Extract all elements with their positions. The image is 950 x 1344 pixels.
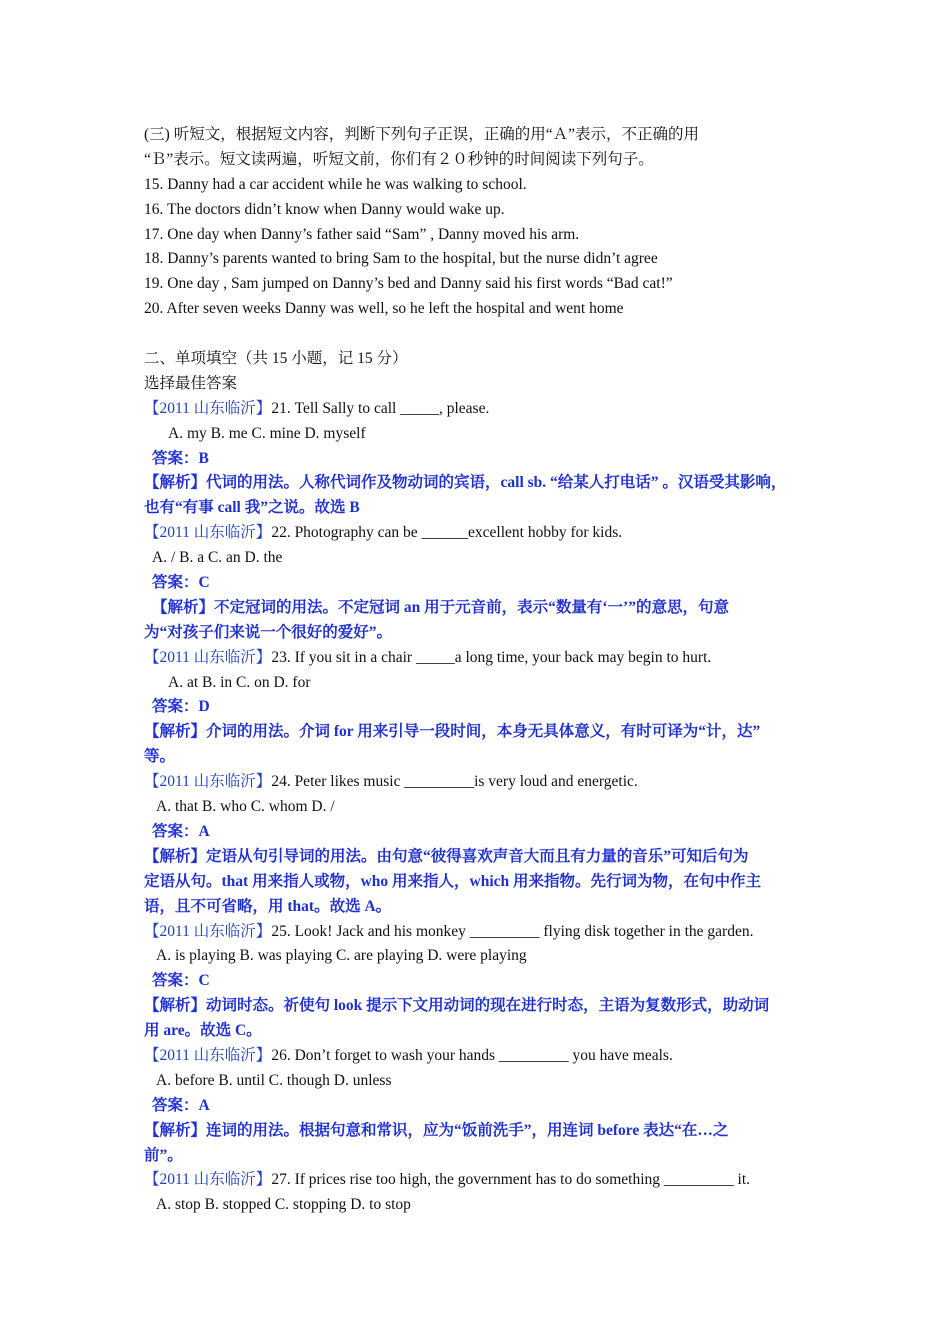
question-stem: 24. Peter likes music _________is very loud and energetic. xyxy=(271,773,638,791)
analysis-line: 等。 xyxy=(144,748,176,766)
section2-heading: 二、单项填空（共 15 小题，记 15 分） xyxy=(144,350,408,368)
question-26 xyxy=(144,1044,824,1069)
source-tag: 【2011 山东临沂】 xyxy=(144,524,272,542)
analysis-line: 也有“有事 call 我”之说。故选 B xyxy=(144,499,360,517)
analysis-line: 前”。 xyxy=(144,1146,183,1164)
question-options: A. is playing B. was playing C. are playing D. were playing xyxy=(156,947,527,965)
source-tag: 【2011 山东临沂】 xyxy=(144,648,272,666)
listening-item: 18. Danny’s parents wanted to bring Sam to the hospital, but the nurse didn’t agree xyxy=(144,250,658,268)
question-options: A. / B. a C. an D. the xyxy=(152,549,283,567)
source-tag: 【2011 山东临沂】 xyxy=(144,399,272,417)
analysis-line: 为“对孩子们来说一个很好的爱好”。 xyxy=(144,623,393,641)
answer: 答案：A xyxy=(152,1096,210,1114)
analysis-line: 【解析】代词的用法。人称代词作及物动词的宾语，call sb. “给某人打电话” 。汉语受其影响， xyxy=(144,474,787,492)
analysis-line: 【解析】不定冠词的用法。不定冠词 an 用于元音前，表示“数量有‘一’”的意思，句意 xyxy=(152,598,729,616)
document-page xyxy=(144,123,824,1218)
listening-item: 16. The doctors didn’t know when Danny would wake up. xyxy=(144,200,505,218)
question-24 xyxy=(144,770,824,795)
source-tag: 【2011 山东临沂】 xyxy=(144,922,272,940)
question-stem: 23. If you sit in a chair _____a long time, your back may begin to hurt. xyxy=(271,648,712,666)
question-23 xyxy=(144,646,824,671)
spacer xyxy=(144,322,824,347)
question-stem: 27. If prices rise too high, the government has to do something _________ it. xyxy=(271,1171,751,1189)
analysis-line: 【解析】动词时态。祈使句 look 提示下文用动词的现在进行时态，主语为复数形式，助动词 xyxy=(144,997,770,1015)
question-25 xyxy=(144,920,824,945)
question-options: A. that B. who C. whom D. / xyxy=(156,798,335,816)
analysis-line: 用 are。故选 C。 xyxy=(144,1022,262,1040)
answer: 答案：C xyxy=(152,972,210,990)
answer: 答案：B xyxy=(152,449,209,467)
answer: 答案：C xyxy=(152,574,210,592)
question-stem: 26. Don’t forget to wash your hands _________ you have meals. xyxy=(271,1046,673,1064)
analysis-line: 定语从句。that 用来指人或物，who 用来指人，which 用来指物。先行词为物，在句中作主 xyxy=(144,872,762,890)
analysis-line: 【解析】定语从句引导词的用法。由句意“彼得喜欢声音大而且有力量的音乐”可知后句为 xyxy=(144,847,749,865)
section2-instruction: 选择最佳答案 xyxy=(144,374,238,392)
source-tag: 【2011 山东临沂】 xyxy=(144,773,272,791)
listening-item: 17. One day when Danny’s father said “Sam” , Danny moved his arm. xyxy=(144,225,580,243)
listening-item: 15. Danny had a car accident while he was walking to school. xyxy=(144,175,527,193)
analysis-line: 语，且不可省略，用 that。故选 A。 xyxy=(144,897,392,915)
answer: 答案：A xyxy=(152,822,210,840)
listening-item: 20. After seven weeks Danny was well, so he left the hospital and went home xyxy=(144,300,624,318)
question-options: A. before B. until C. though D. unless xyxy=(156,1071,392,1089)
source-tag: 【2011 山东临沂】 xyxy=(144,1171,272,1189)
question-options: A. my B. me C. mine D. myself xyxy=(168,424,366,442)
section3-intro-line1: (三) 听短文，根据短文内容，判断下列句子正误，正确的用“Ａ”表示，不正确的用 xyxy=(144,126,699,143)
question-stem: 25. Look! Jack and his monkey _________ flying disk together in the garden. xyxy=(271,922,754,940)
question-stem: 21. Tell Sally to call _____, please. xyxy=(271,399,490,417)
question-22 xyxy=(144,521,824,546)
question-options: A. stop B. stopped C. stopping D. to stop xyxy=(156,1196,411,1214)
source-tag: 【2011 山东临沂】 xyxy=(144,1046,272,1064)
question-21 xyxy=(144,397,824,422)
analysis-line: 【解析】连词的用法。根据句意和常识，应为“饭前洗手”，用连词 before 表达“在…之 xyxy=(144,1121,729,1139)
section3-intro-line2: “Ｂ”表示。短文读两遍，听短文前，你们有２０秒钟的时间阅读下列句子。 xyxy=(144,150,654,168)
question-options: A. at B. in C. on D. for xyxy=(168,673,311,691)
answer: 答案：D xyxy=(152,698,210,716)
question-stem: 22. Photography can be ______excellent hobby for kids. xyxy=(271,524,623,542)
question-27 xyxy=(144,1168,824,1193)
analysis-line: 【解析】介词的用法。介词 for 用来引导一段时间，本身无具体意义，有时可译为“计，达” xyxy=(144,723,761,741)
listening-item: 19. One day , Sam jumped on Danny’s bed and Danny said his first words “Bad cat!” xyxy=(144,275,673,293)
